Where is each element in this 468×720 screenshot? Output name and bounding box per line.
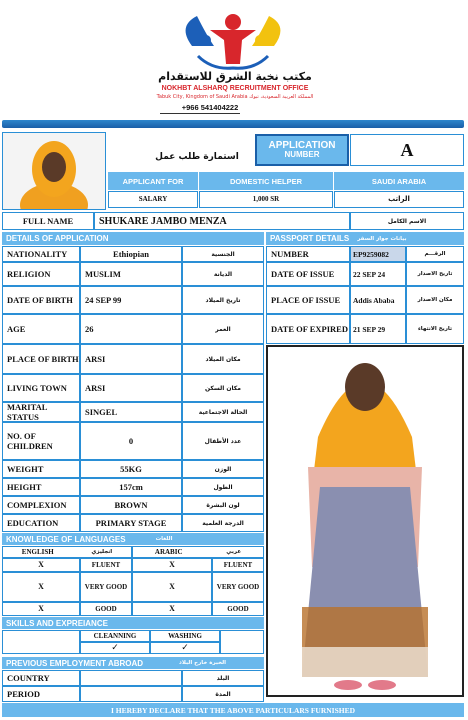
passport-label: NUMBER [266, 246, 350, 262]
passport-value: 22 SEP 24 [350, 262, 406, 286]
detail-value: 26 [80, 314, 182, 344]
detail-ar: الدرجة العلمية [182, 514, 264, 532]
form-title-ar: استمارة طلب عمل [155, 152, 239, 162]
detail-label: RELIGION [2, 262, 80, 286]
section-languages [2, 533, 264, 545]
declaration-banner: I HEREBY DECLARE THAT THE ABOVE PARTICULARS FURNISHED [2, 703, 464, 717]
detail-value: 157cm [80, 478, 182, 496]
detail-ar: الحالة الاجتماعية [182, 402, 264, 422]
section-passport [266, 232, 464, 245]
detail-label: NATIONALITY [2, 246, 80, 262]
passport-label: DATE OF ISSUE [266, 262, 350, 286]
application-number-value: A [350, 134, 464, 166]
detail-label: NO. OF CHILDREN [2, 422, 80, 460]
passport-label: DATE OF EXPIRED [266, 314, 350, 344]
salary-value: 1,000 SR [199, 191, 333, 208]
skill-check-icon: ✓ [150, 642, 220, 654]
previous-label: PERIOD [2, 686, 80, 702]
detail-label: WEIGHT [2, 460, 80, 478]
detail-value: 24 SEP 99 [80, 286, 182, 314]
position-value: DOMESTIC HELPER [199, 172, 333, 190]
passport-ar: تاريخ الانتهاء [406, 314, 464, 344]
detail-ar: الديانة [182, 262, 264, 286]
section-application: DETAILS OF APPLICATION [2, 232, 264, 245]
detail-label: DATE OF BIRTH [2, 286, 80, 314]
skills-spacer [2, 630, 80, 654]
passport-value: EP9259082 [350, 246, 406, 262]
header-divider [2, 120, 464, 128]
previous-value [80, 686, 182, 702]
detail-value: PRIMARY STAGE [80, 514, 182, 532]
section-passport-label: PASSPORT DETAILS [270, 234, 350, 243]
skill-label: CLEANNING [80, 630, 150, 642]
lang-arabic-mark: X [132, 558, 212, 572]
salary-label: SALARY [108, 191, 198, 208]
passport-value: 21 SEP 29 [350, 314, 406, 344]
section-previous-ar: الخبرة خارج البلاد [179, 660, 227, 666]
full-name-ar: الاسم الكامل [350, 212, 464, 230]
lang-arabic-level: FLUENT [212, 558, 264, 572]
lang-english-mark: X [2, 558, 80, 572]
section-passport-ar: بيانات جواز السفر [357, 235, 407, 242]
passport-ar: تاريخ الاصدار [406, 262, 464, 286]
passport-value: Addis Ababa [350, 286, 406, 314]
section-previous [2, 657, 264, 669]
full-name-value: SHUKARE JAMBO MENZA [94, 212, 350, 230]
lang-arabic-header [132, 546, 264, 558]
detail-label: AGE [2, 314, 80, 344]
section-previous-label: PREVIOUS EMPLOYMENT ABROAD [6, 658, 144, 668]
lang-english-header [2, 546, 132, 558]
previous-ar: البلد [182, 670, 264, 686]
detail-value: Ethiopian [80, 246, 182, 262]
detail-ar: الجنسية [182, 246, 264, 262]
phone-underline [160, 113, 240, 114]
lang-arabic-mark: X [132, 572, 212, 602]
lang-arabic-level: VERY GOOD [212, 572, 264, 602]
detail-value: 0 [80, 422, 182, 460]
agency-logo [172, 6, 294, 78]
detail-ar: عدد الأطفال [182, 422, 264, 460]
salary-ar: الراتب [334, 191, 464, 208]
detail-value: SINGEL [80, 402, 182, 422]
lang-arabic-level: GOOD [212, 602, 264, 616]
detail-value: ARSI [80, 344, 182, 374]
section-languages-ar: اللغات [155, 536, 173, 542]
detail-value: 55KG [80, 460, 182, 478]
applicant-for-label: APPLICANT FOR [108, 172, 198, 190]
detail-label: LIVING TOWN [2, 374, 80, 402]
lang-english-mark: X [2, 572, 80, 602]
photo-frame-small [2, 132, 106, 210]
agency-address: Tabuk City, Kingdom of Saudi Arabia المملكة العربية السعودية، تبوك [156, 94, 314, 100]
detail-label: COMPLEXION [2, 496, 80, 514]
applicant-full-photo [268, 347, 462, 695]
passport-ar: الرقـــم [406, 246, 464, 262]
lang-english-label: ENGLISH [21, 547, 54, 556]
detail-ar: مكان السكن [182, 374, 264, 402]
agency-name-ar: مكتب نخبة الشرق للاستقدام [158, 70, 312, 83]
agency-name-en: NOKHBT ALSHARQ RECRUITMENT OFFICE [161, 85, 309, 92]
lang-arabic-ar: عربي [226, 548, 242, 555]
previous-value [80, 670, 182, 686]
agency-phone: +966 541404222 [181, 103, 239, 112]
skill-label: WASHING [150, 630, 220, 642]
application-label: APPLICATION [268, 140, 336, 151]
application-number-box [255, 134, 349, 166]
number-label: NUMBER [284, 150, 320, 159]
detail-value: MUSLIM [80, 262, 182, 286]
lang-english-ar: انجليزي [91, 548, 113, 555]
lang-english-level: GOOD [80, 602, 132, 616]
detail-value: BROWN [80, 496, 182, 514]
detail-label: EDUCATION [2, 514, 80, 532]
detail-ar: لون البشرة [182, 496, 264, 514]
detail-label: HEIGHT [2, 478, 80, 496]
passport-label: PLACE OF ISSUE [266, 286, 350, 314]
lang-english-level: FLUENT [80, 558, 132, 572]
detail-ar: مكان الميلاد [182, 344, 264, 374]
country-value: SAUDI ARABIA [334, 172, 464, 190]
detail-ar: تاريخ الميلاد [182, 286, 264, 314]
detail-ar: الطول [182, 478, 264, 496]
skill-check-icon: ✓ [80, 642, 150, 654]
passport-ar: مكان الاصدار [406, 286, 464, 314]
lang-english-level: VERY GOOD [80, 572, 132, 602]
section-languages-label: KNOWLEDGE OF LANGUAGES [6, 534, 126, 544]
detail-value: ARSI [80, 374, 182, 402]
lang-english-mark: X [2, 602, 80, 616]
lang-arabic-label: ARABIC [154, 547, 183, 556]
detail-label: MARITAL STATUS [2, 402, 80, 422]
detail-ar: الوزن [182, 460, 264, 478]
detail-label: PLACE OF BIRTH [2, 344, 80, 374]
detail-ar: العمر [182, 314, 264, 344]
previous-label: COUNTRY [2, 670, 80, 686]
section-skills: SKILLS AND EXPREIANCE [2, 617, 264, 629]
full-name-label: FULL NAME [2, 212, 94, 230]
applicant-portrait [3, 133, 105, 209]
skills-spacer [220, 630, 264, 654]
previous-ar: المدة [182, 686, 264, 702]
lang-arabic-mark: X [132, 602, 212, 616]
photo-frame-large [266, 345, 464, 697]
